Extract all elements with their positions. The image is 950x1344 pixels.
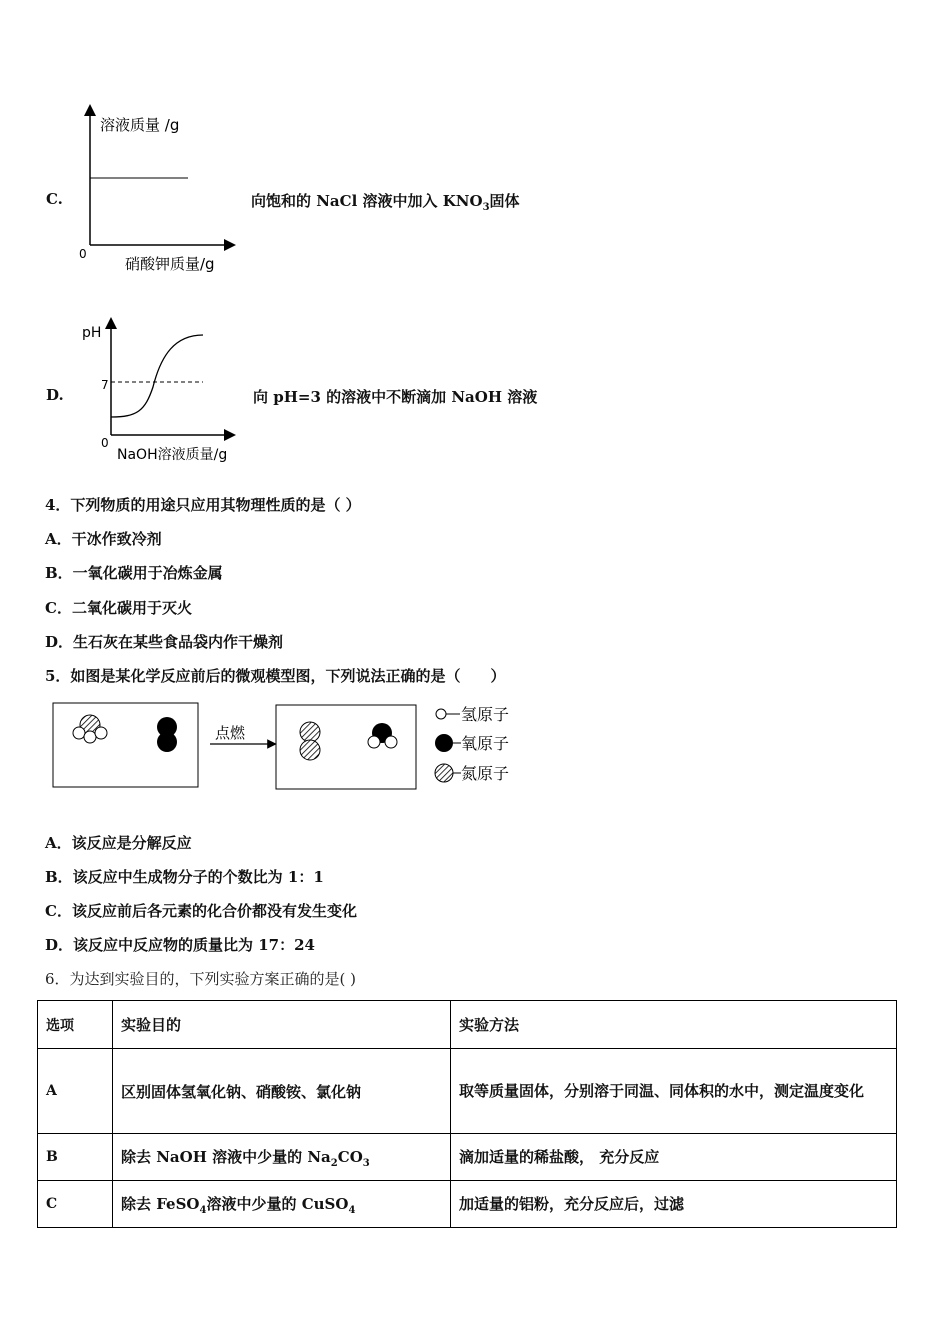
q4-option-d: D．生石灰在某些食品袋内作干燥剂 — [45, 633, 284, 651]
table-row — [38, 1181, 897, 1228]
table-row — [38, 1049, 897, 1134]
d-origin: 0 — [101, 436, 109, 450]
d-x-axis-label: NaOH溶液质量/g — [117, 447, 228, 463]
d-titration-curve — [111, 335, 203, 417]
c-origin: 0 — [79, 247, 87, 261]
legend-oxygen — [435, 734, 509, 753]
header-method: 实验方法 — [451, 1001, 897, 1049]
oxygen-molecule — [157, 717, 177, 752]
q4-option-c: C．二氧化碳用于灭火 — [45, 599, 192, 617]
q5-option-d: D．该反应中反应物的质量比为 17：24 — [45, 936, 315, 954]
row-c-method: 加适量的铝粉，充分反应后，过滤 — [451, 1181, 897, 1228]
c-x-axis-label: 硝酸钾质量/g — [125, 255, 215, 273]
row-b-purpose: 除去 NaOH 溶液中少量的 $Na_2CO_3$ — [113, 1134, 451, 1181]
q5-molecular-model-diagram — [50, 700, 540, 795]
row-b-option: B — [38, 1134, 113, 1181]
c-y-axis-label: 溶液质量 /g — [100, 116, 180, 134]
q5-option-b: B．该反应中生成物分子的个数比为 1：1 — [45, 868, 324, 886]
q4-option-a: A．干冰作致冷剂 — [45, 530, 162, 548]
svg-text:氧原子: 氧原子 — [461, 734, 510, 753]
header-option: 选项 — [38, 1001, 113, 1049]
option-d-label: D. — [46, 386, 64, 404]
q4-option-b: B．一氧化碳用于冶炼金属 — [45, 564, 223, 582]
table-header-row — [38, 1001, 897, 1049]
nitrogen-molecule — [300, 722, 320, 760]
d-y-axis-label: pH — [82, 325, 102, 341]
q6-stem: 6．为达到实验目的，下列实验方案正确的是( ) — [45, 970, 357, 988]
arrow-label: 点燃 — [215, 724, 246, 742]
table-row — [38, 1134, 897, 1181]
option-c-chart — [75, 100, 245, 280]
header-purpose: 实验目的 — [113, 1001, 451, 1049]
q5-option-c: C．该反应前后各元素的化合价都没有发生变化 — [45, 902, 357, 920]
row-a-purpose: 区别固体氢氧化钠、硝酸铵、氯化钠 — [113, 1049, 451, 1134]
legend-hydrogen — [436, 705, 509, 724]
svg-text:氢原子: 氢原子 — [461, 705, 510, 724]
option-c-statement: 向饱和的 NaCl 溶液中加入 $KNO_3$固体 — [251, 192, 520, 213]
option-d-chart — [75, 315, 250, 470]
q6-experiment-table — [37, 1000, 897, 1228]
option-c-label: C. — [46, 190, 63, 208]
q4-stem: 4．下列物质的用途只应用其物理性质的是（ ） — [45, 496, 361, 514]
q5-option-a: A．该反应是分解反应 — [45, 834, 192, 852]
svg-text:氮原子: 氮原子 — [461, 764, 510, 783]
ammonia-molecule — [73, 715, 107, 743]
legend-nitrogen — [435, 764, 509, 783]
row-a-method: 取等质量固体，分别溶于同温、同体积的水中，测定温度变化 — [451, 1049, 897, 1134]
d-tick-7: 7 — [101, 378, 109, 392]
water-molecule — [368, 723, 397, 748]
option-d-statement: 向 pH=3 的溶液中不断滴加 NaOH 溶液 — [253, 388, 538, 406]
q5-stem: 5．如图是某化学反应前后的微观模型图，下列说法正确的是（ ） — [45, 667, 506, 685]
row-b-method: 滴加适量的稀盐酸， 充分反应 — [451, 1134, 897, 1181]
row-c-purpose: 除去 FeSO$_4$溶液中少量的 CuSO$_4$ — [113, 1181, 451, 1228]
row-c-option: C — [38, 1181, 113, 1228]
row-a-option: A — [38, 1049, 113, 1134]
